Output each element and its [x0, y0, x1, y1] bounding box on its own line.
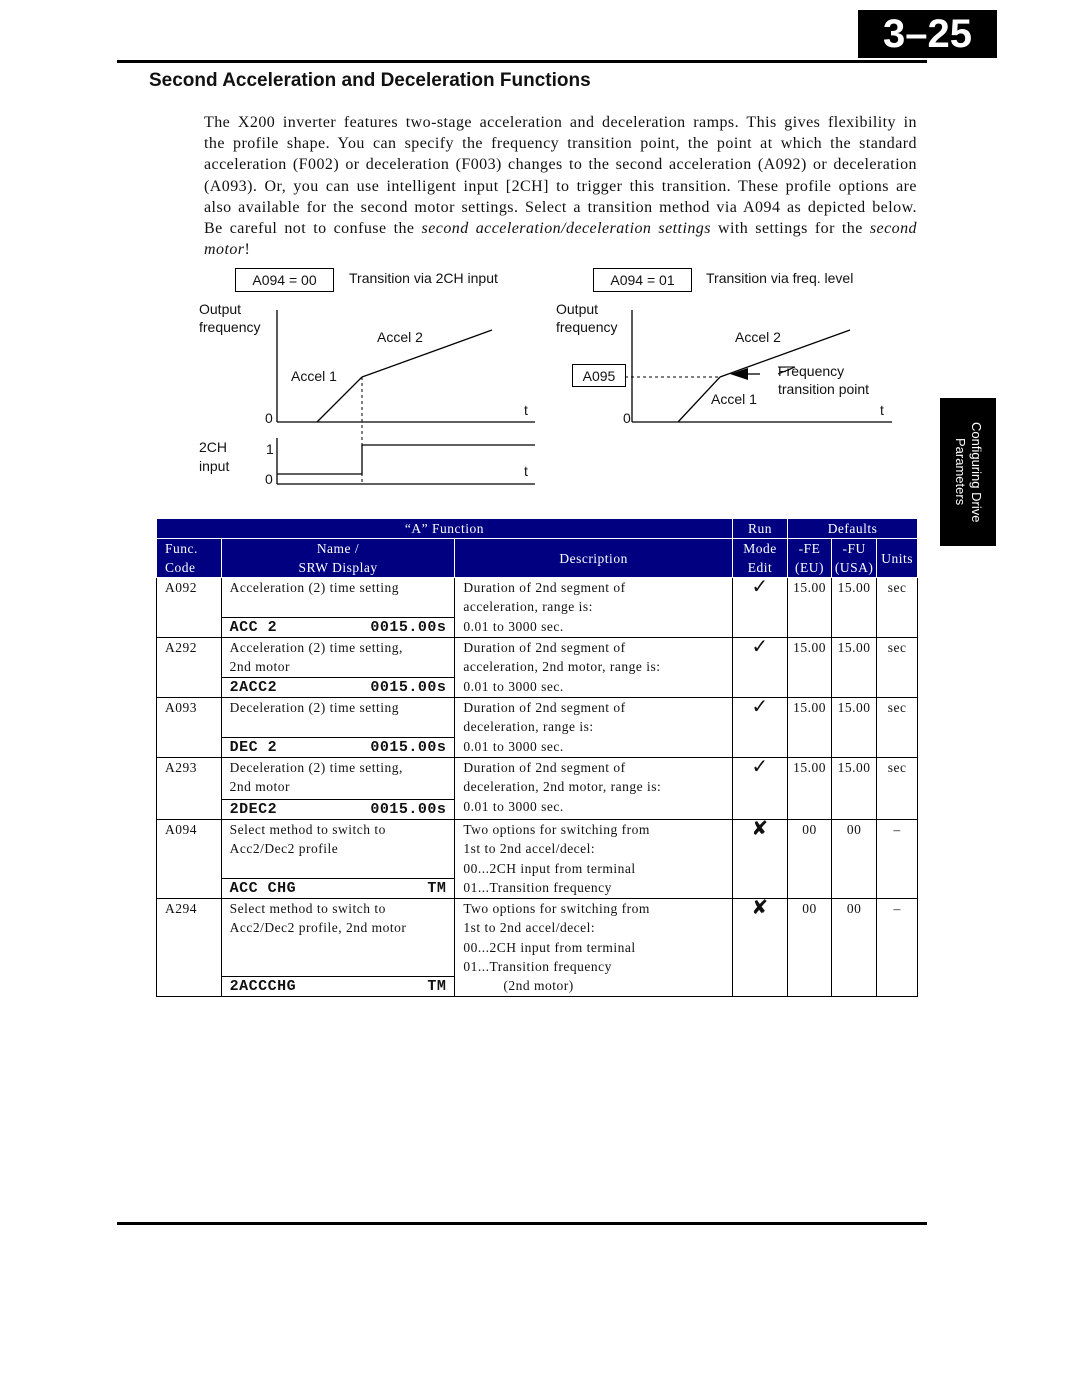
name-cell: Acceleration (2) time setting, 2nd motor 2ACC2 0015.00s [221, 638, 455, 698]
description-cell: Duration of 2nd segment of acceleration, range is: 0.01 to 3000 sec. [455, 578, 732, 638]
zero-label: 0 [623, 410, 631, 426]
run-mode-edit: ✘ [732, 899, 787, 997]
srw-display: 2ACCCHG TM [222, 976, 455, 996]
default-fu: 15.00 [831, 758, 876, 820]
side-tab-label: Configuring Drive Parameters [953, 421, 984, 523]
function-table [156, 518, 918, 997]
zero2-label: 0 [265, 471, 273, 487]
table-row [157, 638, 918, 698]
table-row [157, 820, 918, 899]
freq-transition-label-2: transition point [778, 381, 870, 397]
default-fe: 15.00 [788, 758, 832, 820]
description-cell: Two options for switching from 1st to 2nd accel/decel: 00...2CH input from terminal 01...Transition frequency (2nd motor) [455, 899, 732, 997]
mode-edit-header: Mode Edit [732, 539, 787, 578]
side-tab[interactable] [940, 398, 996, 546]
frequency-label: frequency [199, 319, 261, 335]
accel1-label: Accel 1 [711, 391, 757, 407]
t-label: t [880, 402, 884, 418]
frequency-label: frequency [556, 319, 618, 335]
func-code: A094 [157, 820, 222, 899]
table-row [157, 899, 918, 997]
default-fe: 00 [788, 820, 832, 899]
accel2-label: Accel 2 [735, 329, 781, 345]
table-row [157, 578, 918, 638]
srw-display: 2DEC2 0015.00s [222, 799, 455, 819]
run-mode-edit: ✓ [732, 578, 787, 638]
srw-display: ACC 2 0015.00s [222, 617, 455, 637]
name-cell: Deceleration (2) time setting DEC 2 0015.00s [221, 698, 455, 758]
fe-header: -FE (EU) [788, 539, 832, 578]
units-header: Units [877, 539, 918, 578]
table-row [157, 758, 918, 820]
default-fe: 15.00 [788, 698, 832, 758]
accel1-label: Accel 1 [291, 368, 337, 384]
group-title: “A” Function [157, 519, 733, 539]
diagram-left-plot [270, 290, 540, 490]
run-header: Run [732, 519, 787, 539]
a095-box: A095 [572, 364, 626, 387]
default-fu: 15.00 [831, 638, 876, 698]
output-label: Output [199, 301, 242, 317]
section-title: Second Acceleration and Deceleration Functions [149, 70, 591, 91]
t-label: t [524, 402, 528, 418]
default-fe: 00 [788, 899, 832, 997]
func-code: A292 [157, 638, 222, 698]
name-cell: Select method to switch to Acc2/Dec2 profile, 2nd motor 2ACCCHG TM [221, 899, 455, 997]
diagram-right-plot [620, 290, 900, 430]
units: sec [877, 698, 918, 758]
zero-label: 0 [265, 410, 273, 426]
run-mode-edit: ✘ [732, 820, 787, 899]
t2-label: t [524, 463, 528, 479]
table-row [157, 698, 918, 758]
func-code: A092 [157, 578, 222, 638]
2ch-label: 2CH [199, 439, 228, 455]
description-cell: Duration of 2nd segment of deceleration, 2nd motor, range is: 0.01 to 3000 sec. [455, 758, 732, 820]
srw-display: DEC 2 0015.00s [222, 737, 455, 757]
run-mode-edit: ✓ [732, 758, 787, 820]
bottom-rule [117, 1222, 927, 1225]
page-number: 3–25 [858, 10, 997, 58]
run-mode-edit: ✓ [732, 638, 787, 698]
diagram-left-caption: Transition via 2CH input [349, 270, 498, 286]
diagram-right-caption: Transition via freq. level [706, 270, 854, 286]
default-fu: 00 [831, 820, 876, 899]
diagram-left-box: A094 = 00 [235, 268, 334, 292]
units: – [877, 899, 918, 997]
default-fe: 15.00 [788, 578, 832, 638]
run-mode-edit: ✓ [732, 698, 787, 758]
srw-display: ACC CHG TM [222, 878, 455, 898]
default-fu: 15.00 [831, 578, 876, 638]
units: sec [877, 578, 918, 638]
description-cell: Duration of 2nd segment of deceleration, range is: 0.01 to 3000 sec. [455, 698, 732, 758]
units: sec [877, 638, 918, 698]
description-cell: Duration of 2nd segment of acceleration, 2nd motor, range is: 0.01 to 3000 sec. [455, 638, 732, 698]
description-cell: Two options for switching from 1st to 2nd accel/decel: 00...2CH input from terminal 01...Transition frequency [455, 820, 732, 899]
srw-display: 2ACC2 0015.00s [222, 677, 455, 697]
func-code-header: Func. Code [157, 539, 222, 578]
name-header: Name / SRW Display [221, 539, 455, 578]
top-rule [117, 60, 927, 63]
description-header: Description [455, 539, 732, 578]
diagram-right-box: A094 = 01 [593, 268, 692, 292]
input-label: input [199, 458, 230, 474]
default-fu: 15.00 [831, 698, 876, 758]
default-fu: 00 [831, 899, 876, 997]
fu-header: -FU (USA) [831, 539, 876, 578]
freq-transition-label-1: Frequency [778, 363, 845, 379]
accel2-label: Accel 2 [377, 329, 423, 345]
defaults-header: Defaults [788, 519, 918, 539]
name-cell: Deceleration (2) time setting, 2nd motor 2DEC2 0015.00s [221, 758, 455, 820]
units: sec [877, 758, 918, 820]
name-cell: Acceleration (2) time setting ACC 2 0015.00s [221, 578, 455, 638]
intro-paragraph: The X200 inverter features two-stage acceleration and deceleration ramps. This gives flexibility in the profile shape. You can specify the frequency transition point, the point at which the standard acceleration (F002) or deceleration (F003) changes to the second acceleration (A092) or deceleration (A093). Or, you can use intelligent input [2CH] to trigger this transition. These profile options are also available for the second motor settings. Select a transition method via A094 as depicted below. Be careful not to confuse the second acceleration/deceleration settings with settings for the second motor! [204, 114, 918, 259]
func-code: A294 [157, 899, 222, 997]
name-cell: Select method to switch to Acc2/Dec2 profile ACC CHG TM [221, 820, 455, 899]
units: – [877, 820, 918, 899]
default-fe: 15.00 [788, 638, 832, 698]
func-code: A293 [157, 758, 222, 820]
one-label: 1 [266, 441, 274, 457]
output-label: Output [556, 301, 599, 317]
func-code: A093 [157, 698, 222, 758]
